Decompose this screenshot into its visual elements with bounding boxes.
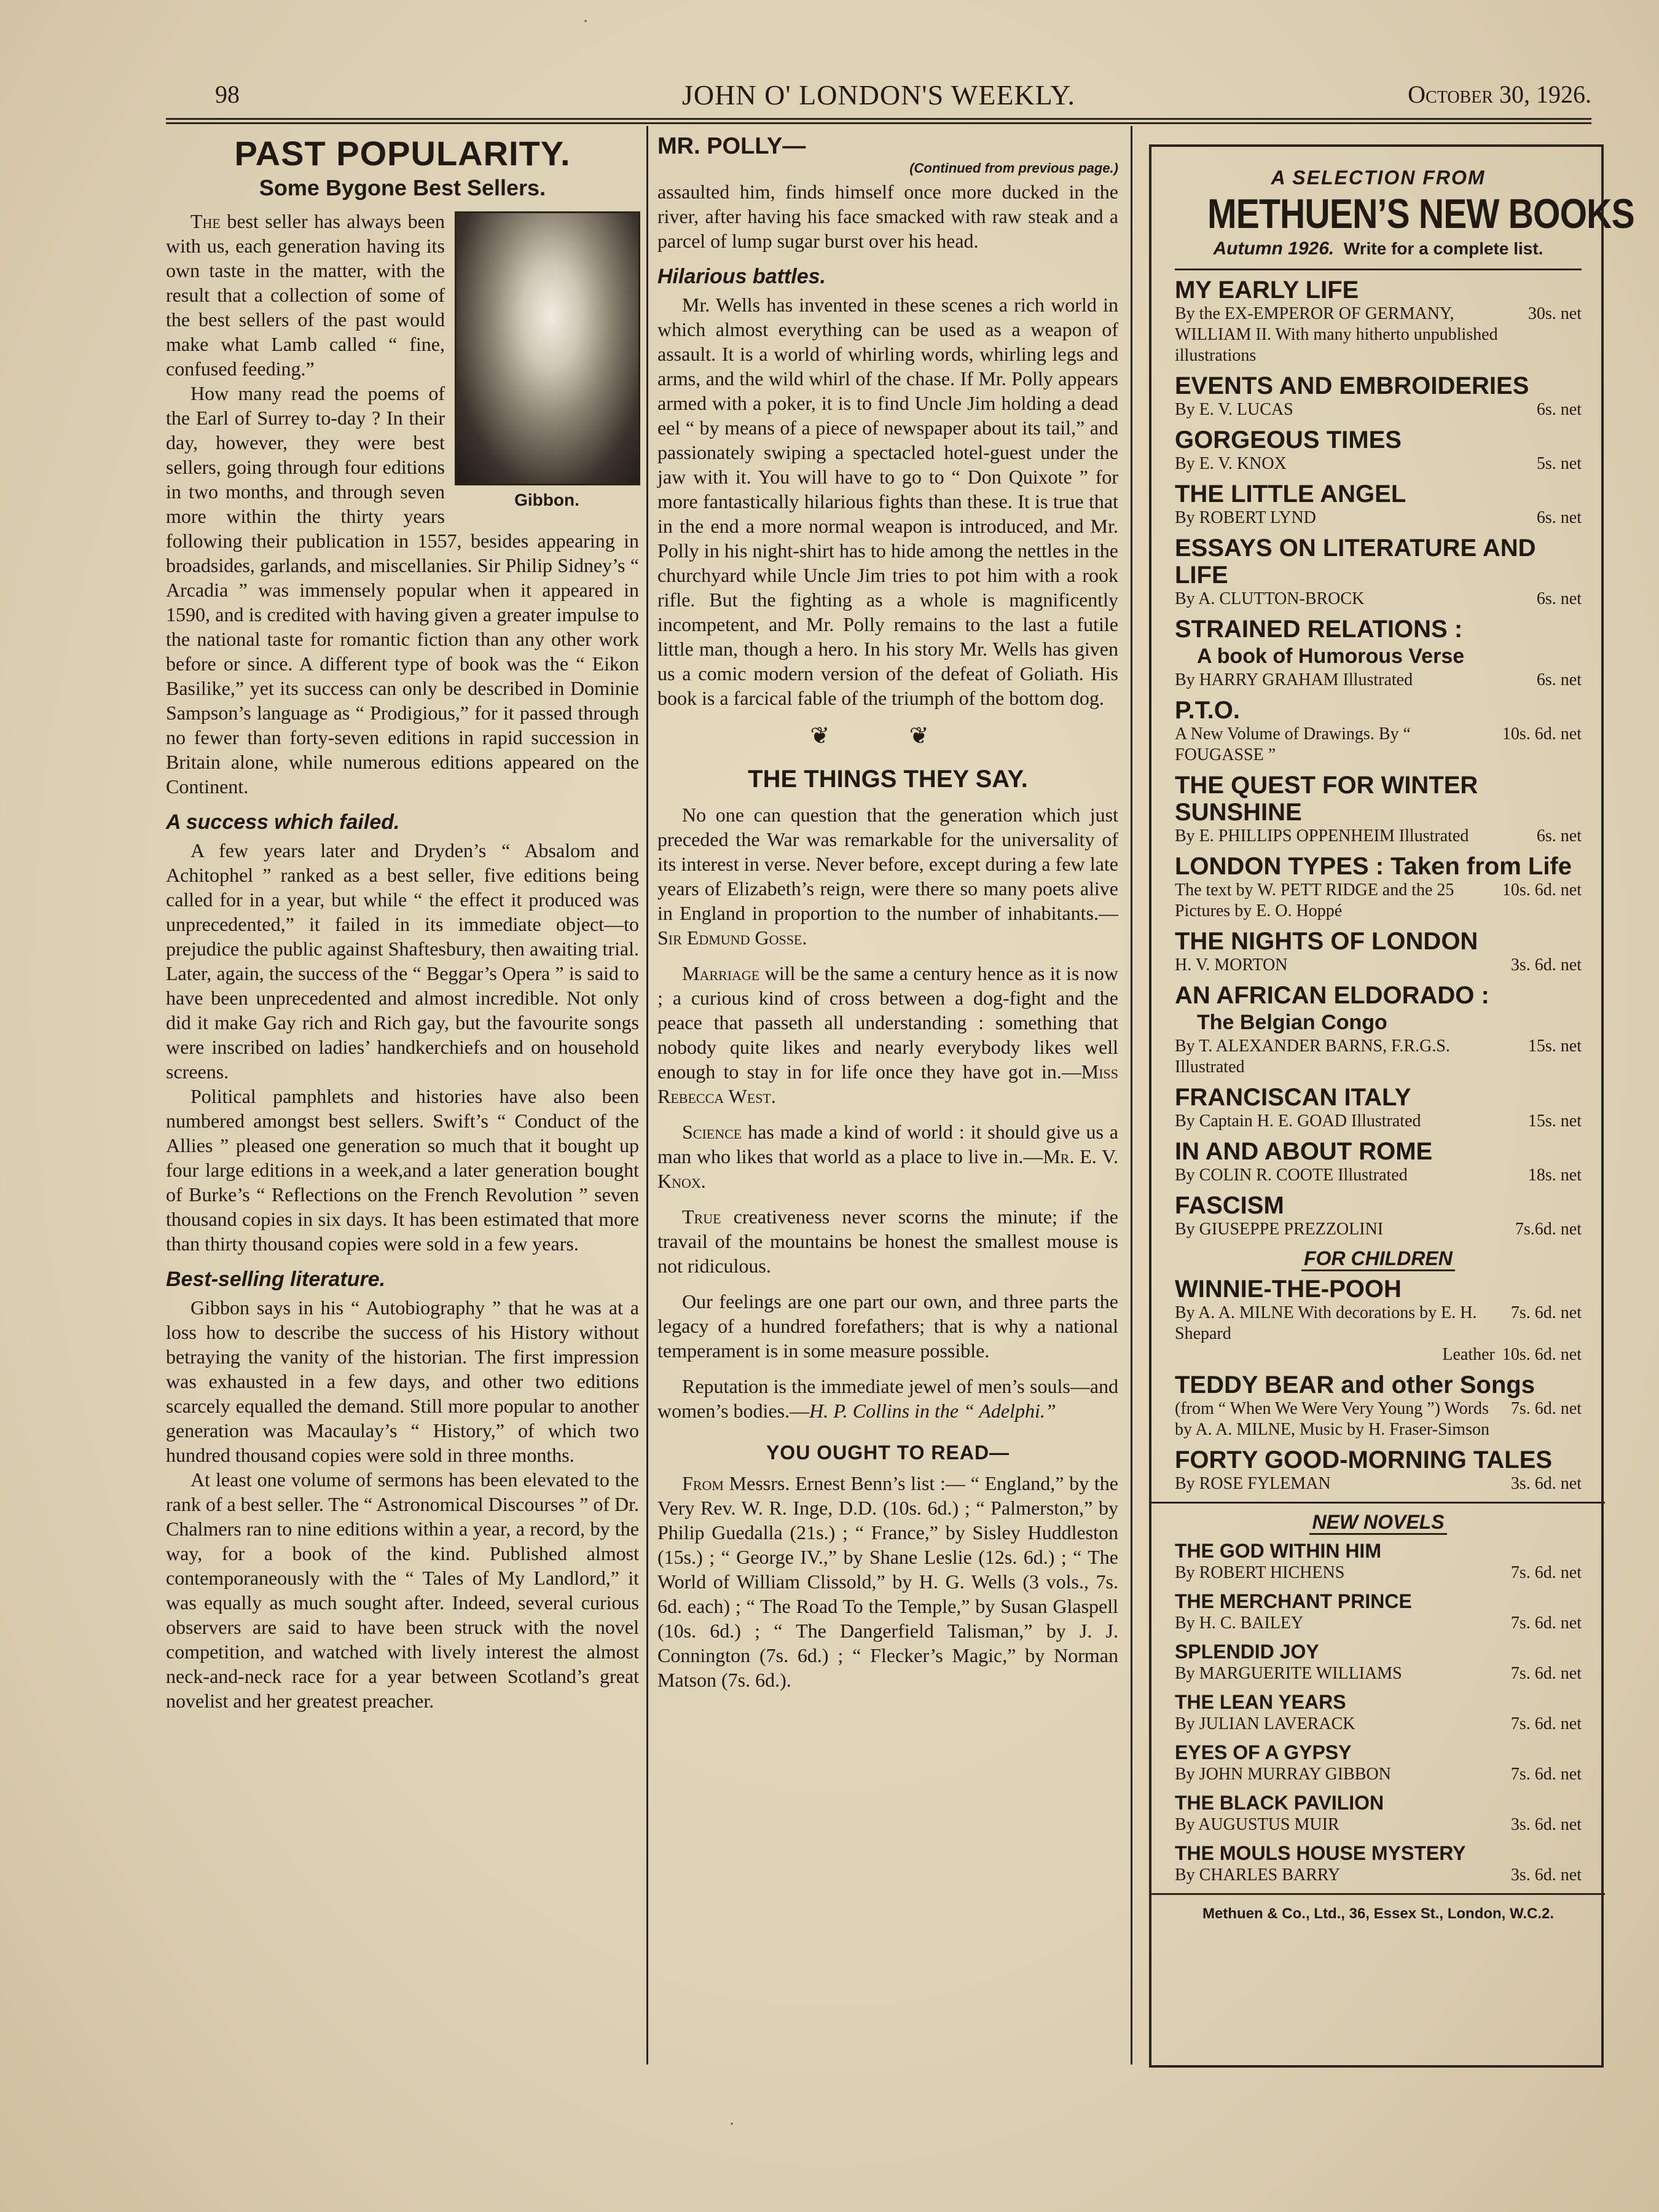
book-price: 10s. 6d. net — [1502, 1345, 1582, 1364]
novels-heading — [1175, 1510, 1582, 1534]
article-title: MR. POLLY— — [657, 133, 806, 159]
book-author: By ROBERT LYND — [1175, 508, 1316, 527]
book-author: By A. CLUTTON-BROCK — [1175, 589, 1365, 608]
book-author: By Captain H. E. GOAD Illustrated — [1175, 1112, 1421, 1131]
book-entry — [1175, 853, 1582, 922]
book-details — [1175, 670, 1582, 691]
quote-text: will be the same a century hence as it is now ; a curious kind of cross between a dog-fight and the peace that passeth all understanding : something that nobody quite likes and nearly everybody likes well enough to stay in for life once they have got in.— — [657, 962, 1118, 1083]
page-number: 98 — [215, 80, 240, 108]
season-note: Write for a complete list. — [1343, 239, 1543, 258]
book-details — [1175, 1814, 1582, 1835]
print-mark: · — [582, 11, 589, 31]
book-title: SPLENDID JOY — [1175, 1641, 1319, 1663]
book-title: THE GOD WITHIN HIM — [1175, 1540, 1381, 1562]
quote-text: No one can question that the generation which just preceded the War was remarkable for the universality of its interest in verse. Never before, except during a few late years of Elizabeth’s reign, were there so many poets alive in England in proportion to the number of inhabitants.— — [657, 804, 1118, 924]
section-heading: A success which failed. — [166, 810, 400, 834]
book-list-main — [1175, 276, 1582, 1240]
quote-attribution: Mr. E. V. Knox. — [657, 1145, 1118, 1192]
book-entry — [1175, 372, 1582, 420]
paragraph-text: best seller has always been with us, each generation having its own taste in the matter, with the result that a collection of some of the best sellers of the past would make what Lamb called “ fine, confused feeding.” — [166, 210, 445, 380]
paragraph: Mr. Wells has invented in these scenes a rich world in which almost everything can be used as a weapon of assault. It is a world of whirling words, whirling legs and arms, and the wild whirl of the chase. If Mr. Polly appears armed with a poker, it is to find Uncle Jim holding a dead eel “ by means of a piece of newspaper about its tail,” and passionately swiping a spectacled hotel-guest under the jaw with it. You will have to go to “ Don Quixote ” for more fantastically hilarious fights than these. It is true that in the end a more normal weapon is introduced, and Mr. Polly in his night-shirt has to hide among the nettles in the churchyard while Uncle Jim tries to pot him with a rook rifle. But the fighting as a whole is magnificently incompetent, and Mr. Polly remains to the last a futile little man, though a hero. In his story Mr. Wells has given us a comic modern version of the defeat of Goliath. His book is a farcical fable of the triumph of the bottom dog. — [657, 294, 1118, 709]
novels-heading-text: NEW NOVELS — [1309, 1511, 1446, 1535]
book-price: 7s. 6d. net — [1510, 1765, 1582, 1784]
book-details — [1175, 453, 1582, 474]
book-author: By HARRY GRAHAM Illustrated — [1175, 670, 1413, 689]
quote — [657, 802, 1118, 950]
header-rule — [166, 118, 1591, 120]
article-title: PAST POPULARITY. — [234, 134, 571, 173]
book-details — [1175, 399, 1582, 420]
book-title: MY EARLY LIFE — [1175, 276, 1359, 304]
book-title: STRAINED RELATIONS : — [1175, 616, 1463, 643]
book-author: A New Volume of Drawings. By “ FOUGASSE ” — [1175, 724, 1411, 764]
paragraph — [657, 1471, 1118, 1692]
book-entry — [1175, 426, 1582, 474]
book-details — [1175, 1473, 1582, 1494]
book-entry — [1175, 1841, 1582, 1886]
book-title: WINNIE-THE-POOH — [1175, 1276, 1402, 1303]
ad-season — [1175, 238, 1582, 260]
book-price: 7s.6d. net — [1515, 1220, 1582, 1239]
children-heading — [1175, 1246, 1582, 1271]
book-author: By ROBERT HICHENS — [1175, 1563, 1345, 1582]
paragraph: assaulted him, finds himself once more ducked in the river, after having his face smacked with raw steak and a parcel of lump sugar burst over his head. — [657, 181, 1118, 252]
issue-date: October 30, 1926. — [1408, 80, 1591, 108]
paragraph: Political pamphlets and histories have also been numbered amongst best sellers. Swift’s “ Conduct of the Allies ” pleased one generation so much that it bought up four large editions in a week,and a later generation bought of Burke’s “ Reflections on the French Revolution ” seven thousand copies in six days. It has been estimated that more than thirty thousand copies were sold in a few years. — [166, 1085, 639, 1255]
paragraph-lead: From — [682, 1472, 724, 1494]
book-title: THE NIGHTS OF LONDON — [1175, 928, 1478, 955]
quote-attribution: H. P. Collins in the “ Adelphi.” — [809, 1400, 1056, 1422]
book-price: 3s. 6d. net — [1510, 1815, 1582, 1834]
book-entry — [1175, 1791, 1582, 1835]
book-price: 7s. 6d. net — [1510, 1303, 1582, 1322]
book-details — [1175, 1219, 1582, 1240]
book-title: THE LEAN YEARS — [1175, 1691, 1346, 1713]
paragraph: At least one volume of sermons has been elevated to the rank of a best seller. The “ Astronomical Discourses ” of Dr. Chalmers ran to nine editions within a year, a record, by the way, for a book of the kind. Published almost contemporaneously with the “ Tales of My Landlord,” it was equally as much sought after. Indeed, several curious observers are said to have been struck with the novel competition, and watched with lively interest the almost neck-and-neck race for a year between Scotland’s great novelist and her greatest preacher. — [166, 1469, 639, 1712]
ad-rule — [1151, 1893, 1605, 1895]
book-title: LONDON TYPES : Taken from Life — [1175, 853, 1572, 880]
ad-kicker: A SELECTION FROM — [1271, 167, 1486, 189]
continued-note: (Continued from previous page.) — [909, 160, 1118, 176]
paragraph-text: Messrs. Ernest Benn’s list :— “ England,” by the Very Rev. W. R. Inge, D.D. (10s. 6d.) ; “ Palmerston,” by Philip Guedalla (21s.) ; “ France,” by Sisley Huddleston (15s.) ; “ George IV.,” by Shane Leslie (12s. 6d.) ; “ The World of William Clissold,” by H. G. Wells (3 vols., 7s. 6d. each) ; “ The Road To the Temple,” by Susan Glaspell (10s. 6d.) ; “ The Dangerfield Talisman,” by J. J. Connington (7s. 6d.) ; “ Flecker’s Magic,” by Norman Matson (7s. 6d.). — [657, 1472, 1118, 1691]
book-price: 3s. 6d. net — [1510, 1474, 1582, 1493]
column-rule-2 — [1131, 126, 1132, 2065]
quote-lead: True — [682, 1206, 721, 1228]
quote-text: Reputation is the immediate jewel of men’s souls—and women’s bodies.— — [657, 1375, 1118, 1422]
quote — [657, 961, 1118, 1108]
book-price: 30s. net — [1528, 304, 1582, 323]
book-price: 3s. 6d. net — [1510, 1865, 1582, 1885]
book-title: AN AFRICAN ELDORADO : — [1175, 982, 1489, 1009]
book-entry — [1175, 982, 1582, 1078]
book-entry — [1175, 1590, 1582, 1634]
book-entry — [1175, 928, 1582, 976]
book-subtitle: A book of Humorous Verse — [1197, 645, 1465, 668]
book-details — [1175, 1613, 1582, 1634]
book-list-children — [1175, 1276, 1582, 1494]
book-author: By GIUSEPPE PREZZOLINI — [1175, 1220, 1384, 1239]
book-title: IN AND ABOUT ROME — [1175, 1138, 1433, 1165]
paragraph: Gibbon says in his “ Autobiography ” that he was at a loss how to describe the success of his History without betraying the vanity of the historian. The first impression was exhausted in a few days, and other two editions scarcely equalled the demand. Still more popular to another generation was Macaulay’s “ History,” of which two hundred thousand copies were sold in three months. — [166, 1296, 639, 1466]
book-author: By JOHN MURRAY GIBBON — [1175, 1765, 1391, 1784]
book-list-novels — [1175, 1539, 1582, 1886]
book-title: THE MERCHANT PRINCE — [1175, 1590, 1412, 1612]
section-heading: Hilarious battles. — [657, 265, 826, 288]
print-mark: · — [729, 2114, 735, 2134]
book-entry — [1175, 697, 1582, 766]
book-entry — [1175, 1276, 1582, 1365]
book-details — [1175, 1111, 1582, 1132]
book-title: THE QUEST FOR WINTER SUNSHINE — [1175, 772, 1478, 826]
book-price: 6s. net — [1536, 508, 1582, 527]
book-price: 15s. net — [1528, 1037, 1582, 1056]
book-details — [1175, 1303, 1582, 1344]
book-price: 5s. net — [1536, 454, 1582, 473]
book-price: 7s. 6d. net — [1510, 1563, 1582, 1582]
book-price: 7s. 6d. net — [1510, 1714, 1582, 1733]
book-details — [1175, 1563, 1582, 1583]
ad-rule — [1175, 269, 1582, 270]
book-price: 6s. net — [1536, 826, 1582, 845]
book-title: THE BLACK PAVILION — [1175, 1792, 1384, 1814]
book-entry — [1175, 1192, 1582, 1240]
section-heading: Best-selling literature. — [166, 1268, 386, 1291]
quote — [657, 1374, 1118, 1423]
ad-heading: METHUEN’S NEW BOOKS — [1207, 190, 1634, 237]
book-title: P.T.O. — [1175, 697, 1240, 724]
book-author: By T. ALEXANDER BARNS, F.R.G.S. Illustrated — [1175, 1037, 1450, 1077]
book-entry — [1175, 1690, 1582, 1735]
column-middle — [657, 129, 1118, 1692]
book-entry — [1175, 772, 1582, 847]
gibbon-portrait — [455, 211, 639, 512]
publisher-address: Methuen & Co., Ltd., 36, Essex St., London, W.C.2. — [1202, 1905, 1555, 1922]
book-details — [1175, 1714, 1582, 1735]
article-title: THE THINGS THEY SAY. — [748, 766, 1028, 793]
book-details — [1175, 589, 1582, 610]
book-author: By E. V. KNOX — [1175, 454, 1287, 473]
book-entry — [1175, 1640, 1582, 1684]
book-author: H. V. MORTON — [1175, 955, 1288, 975]
book-entry — [1175, 1539, 1582, 1583]
book-title: THE MOULS HOUSE MYSTERY — [1175, 1842, 1466, 1864]
book-entry — [1175, 1084, 1582, 1132]
book-author: By E. PHILLIPS OPPENHEIM Illustrated — [1175, 826, 1469, 845]
book-details — [1175, 1344, 1582, 1365]
book-entry — [1175, 535, 1582, 610]
book-entry — [1175, 1371, 1582, 1440]
book-author: By the EX-EMPEROR OF GERMANY, WILLIAM II. With many hitherto unpublished illustrations — [1175, 304, 1498, 365]
book-details — [1175, 1165, 1582, 1186]
season-label: Autumn 1926. — [1213, 238, 1335, 259]
book-details — [1175, 1398, 1582, 1440]
book-price: 7s. 6d. net — [1510, 1614, 1582, 1633]
book-title: EVENTS AND EMBROIDERIES — [1175, 372, 1529, 399]
book-price: 7s. 6d. net — [1510, 1399, 1582, 1418]
book-author: By JULIAN LAVERACK — [1175, 1714, 1355, 1733]
ad-rule — [1151, 1502, 1605, 1504]
book-entry — [1175, 616, 1582, 691]
book-price: 6s. net — [1536, 400, 1582, 419]
book-details — [1175, 508, 1582, 528]
column-rule-1 — [646, 126, 648, 2065]
quote-text: has made a kind of world : it should give us a man who likes that world as a place to live in.— — [657, 1121, 1118, 1167]
book-author: By ROSE FYLEMAN — [1175, 1474, 1331, 1493]
book-entry — [1175, 276, 1582, 366]
book-author: By MARGUERITE WILLIAMS — [1175, 1664, 1402, 1683]
column-past-popularity — [166, 129, 639, 1713]
book-price: 15s. net — [1528, 1112, 1582, 1131]
book-price: 3s. 6d. net — [1510, 955, 1582, 975]
article-subtitle: Some Bygone Best Sellers. — [259, 175, 546, 200]
book-title: ESSAYS ON LITERATURE AND LIFE — [1175, 535, 1536, 589]
book-author: By CHARLES BARRY — [1175, 1865, 1341, 1885]
portrait-caption: Gibbon. — [514, 490, 579, 509]
book-title: THE LITTLE ANGEL — [1175, 480, 1406, 508]
book-price: 18s. net — [1528, 1166, 1582, 1185]
masthead: JOHN O' LONDON'S WEEKLY. — [682, 79, 1075, 111]
book-entry — [1175, 1446, 1582, 1494]
header-rule-second — [166, 122, 1591, 124]
book-title: FORTY GOOD-MORNING TALES — [1175, 1446, 1553, 1473]
book-title: FASCISM — [1175, 1192, 1284, 1219]
book-price: 7s. 6d. net — [1510, 1664, 1582, 1683]
book-price: 6s. net — [1536, 589, 1582, 608]
book-author: (from “ When We Were Very Young ”) Words by A. A. MILNE, Music by H. Fraser-Simson — [1175, 1399, 1489, 1439]
book-price: 10s. 6d. net — [1502, 724, 1582, 743]
ornament-divider: ❦ ❦ — [810, 723, 966, 749]
quote-attribution: Sir Edmund Gosse. — [657, 927, 807, 949]
portrait-photo — [455, 211, 640, 485]
book-author: By COLIN R. COOTE Illustrated — [1175, 1166, 1408, 1185]
book-title: FRANCISCAN ITALY — [1175, 1084, 1411, 1111]
book-details — [1175, 955, 1582, 976]
page-header — [166, 74, 1591, 117]
quote-text: creativeness never scorns the minute; if the travail of the mountains be honest the smallest mouse is not ridiculous. — [657, 1206, 1118, 1277]
book-author: By H. C. BAILEY — [1175, 1614, 1304, 1633]
quote-lead: Science — [682, 1121, 742, 1143]
book-author: By E. V. LUCAS — [1175, 400, 1293, 419]
book-details — [1175, 880, 1582, 922]
paragraph: How many read the poems of the Earl of Surrey to-day ? In their day, however, they were best sellers, going through four editions in two months, and through seven more within the thirty years following their publication in 1557, besides appearing in broadsides, garlands, and miscellanies. Sir Philip Sidney’s “ Arcadia ” was immensely popular when it appeared in 1590, and is credited with having given a greater impulse to the national taste for romantic fiction than any other work before or since. A different type of book was the “ Eikon Basilike,” yet its success can only be described in Dominie Sampson’s language as “ Prodigious,” for it passed through no fewer than forty-seven editions in rapid succession in Britain alone, while numerous editions appeared on the Continent. — [166, 382, 639, 798]
book-details — [1175, 1663, 1582, 1684]
book-details — [1175, 826, 1582, 847]
quote-lead: Marriage — [682, 962, 760, 984]
book-entry — [1175, 480, 1582, 528]
book-entry — [1175, 1741, 1582, 1785]
drop-lead: The — [190, 210, 221, 232]
quote — [657, 1120, 1118, 1193]
book-author: The text by W. PETT RIDGE and the 25 Pictures by E. O. Hoppé — [1175, 880, 1454, 920]
paragraph: A few years later and Dryden’s “ Absalom and Achitophel ” ranked as a best seller, five editions being called for in a year, but while “ the effect it produced was unprecedented,” it failed in its immediate object—to prejudice the public against Shaftesbury, then awaiting trial. Later, again, the success of the “ Beggar’s Opera ” is said to have been unprecedented and almost incredible. Not only did it make Gay rich and Rich gay, but the favourite songs were inscribed on ladies’ handkerchiefs and on household screens. — [166, 839, 639, 1083]
book-price: 6s. net — [1536, 670, 1582, 689]
book-details — [1175, 724, 1582, 766]
book-details — [1175, 304, 1582, 366]
book-subtitle: The Belgian Congo — [1197, 1011, 1387, 1034]
article-title: YOU OUGHT TO READ— — [766, 1441, 1010, 1464]
quote — [657, 1204, 1118, 1278]
book-author: By A. A. MILNE With decorations by E. H. Shepard — [1175, 1303, 1477, 1343]
book-author: Leather — [1442, 1345, 1495, 1364]
children-heading-text: FOR CHILDREN — [1301, 1247, 1455, 1271]
book-entry — [1175, 1138, 1582, 1186]
methuen-advertisement — [1149, 144, 1634, 2068]
book-details — [1175, 1036, 1582, 1078]
advertisement-content — [1175, 165, 1634, 1923]
book-author: By AUGUSTUS MUIR — [1175, 1815, 1339, 1834]
book-title: TEDDY BEAR and other Songs — [1175, 1371, 1535, 1398]
book-details — [1175, 1865, 1582, 1886]
book-title: EYES OF A GYPSY — [1175, 1741, 1352, 1763]
quote: Our feelings are one part our own, and three parts the legacy of a hundred forefathers; that is why a national temperament is in some measure possible. — [657, 1290, 1118, 1362]
quote-attribution: Miss Rebecca West. — [657, 1061, 1118, 1107]
book-title: GORGEOUS TIMES — [1175, 426, 1402, 453]
book-price: 10s. 6d. net — [1502, 880, 1582, 900]
book-details — [1175, 1764, 1582, 1785]
